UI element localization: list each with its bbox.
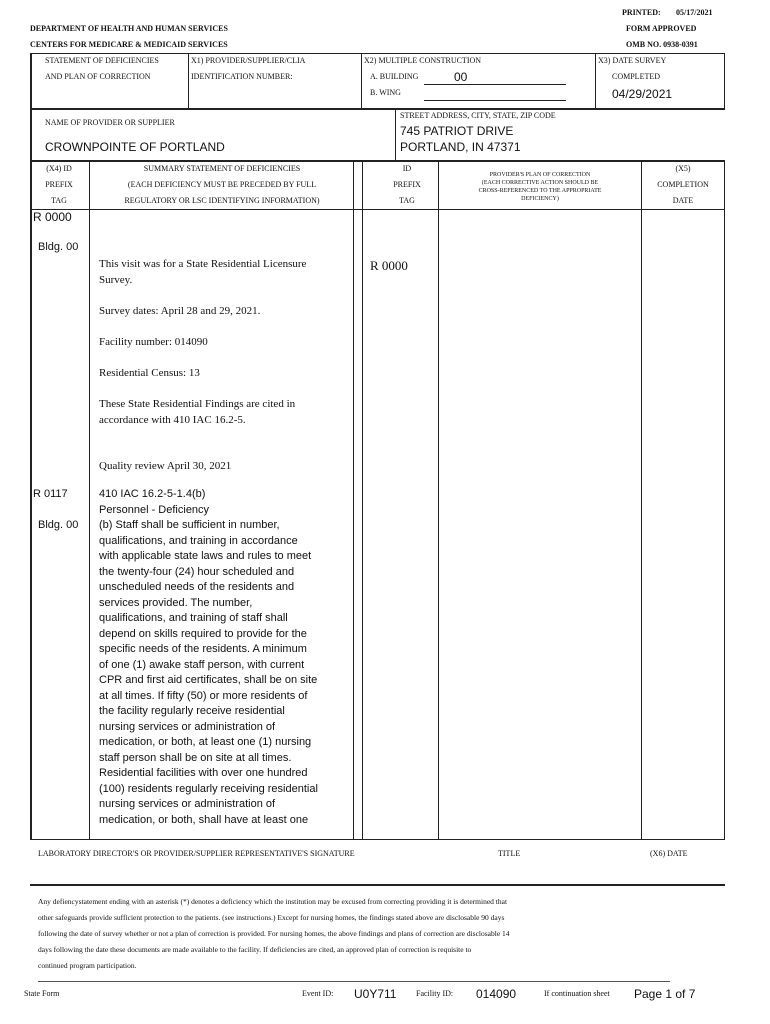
wing-label: B. WING [370,88,401,97]
x1-label-2: IDENTIFICATION NUMBER: [191,72,293,81]
statement-label-2: AND PLAN OF CORRECTION [45,72,151,81]
x1-label-1: X1) PROVIDER/SUPPLIER/CLIA [191,56,306,65]
poc-header-1: PROVIDER'S PLAN OF CORRECTION [489,172,591,178]
id-header-1: ID [402,164,412,173]
continuation-label: If continuation sheet [544,989,610,998]
poc-header-4: DEFICIENCY) [521,196,559,202]
facility-number: Facility number: 014090 [99,336,208,348]
page-number: Page 1 of 7 [634,987,696,1001]
building-tag-1: Bldg. 00 [38,241,79,253]
building-label: A. BUILDING [370,72,419,81]
x4-header-1: (X4) ID [46,164,72,173]
title-label: TITLE [498,849,521,858]
id-header-2: PREFIX [393,180,421,189]
findings-accordance: These State Residential Findings are cited in accordance with 410 IAC 16.2-5. [99,398,296,426]
provider-name: CROWNPOINTE OF PORTLAND [45,140,225,154]
facility-id-label: Facility ID: [416,989,454,998]
building-tag-2: Bldg. 00 [38,519,79,531]
signature-label: LABORATORY DIRECTOR'S OR PROVIDER/SUPPLIER REPRESENTATIVE'S SIGNATURE [38,849,355,858]
summary-header-3: REGULATORY OR LSC IDENTIFYING INFORMATION) [124,196,320,205]
building-value: 00 [454,70,468,84]
x2-label: X2) MULTIPLE CONSTRUCTION [364,56,482,65]
centers-name: CENTERS FOR MEDICARE & MEDICAID SERVICES [30,40,228,49]
printed-date: 05/17/2021 [676,8,713,17]
department-name: DEPARTMENT OF HEALTH AND HUMAN SERVICES [30,24,228,33]
disclaimer: Any defiencystatement ending with an asterisk (*) denotes a deficiency which the institution may be excused from correcting providing it is determined that other safeguards provide sufficient protection to the patients. (see instructions.) Except for nursing homes, the findings stated above are disclosable 90 days following the date of survey whether or not a plan of correction is provided. For nursing homes, the above findings and plans of correction are disclosable 14 days following the date these documents are made available to the facility. If deficiencies are cited, an approved plan of correction is requisite to continued program participation. [38,897,510,970]
id-header-3: TAG [399,196,415,205]
tag-r0000: R 0000 [33,210,72,224]
survey-dates: Survey dates: April 28 and 29, 2021. [99,305,261,317]
address-label: STREET ADDRESS, CITY, STATE, ZIP CODE [400,111,556,120]
event-id-label: Event ID: [302,989,334,998]
printed-label: PRINTED: [622,8,661,17]
omb-number: OMB NO. 0938-0391 [626,40,698,49]
survey-completed-date: 04/29/2021 [612,87,673,101]
x3-label-2: COMPLETED [612,72,660,81]
x5-header-1: (X5) [675,164,691,173]
x5-header-2: COMPLETION [657,180,709,189]
poc-header-2: (EACH CORRECTIVE ACTION SHOULD BE [481,180,599,186]
state-form-label: State Form [24,989,60,998]
right-tag-r0000: R 0000 [370,258,408,273]
facility-id-value: 014090 [476,987,517,1001]
x5-header-3: DATE [672,196,694,205]
poc-header-3: CROSS-REFERENCED TO THE APPROPRIATE [478,188,602,194]
provider-name-label: NAME OF PROVIDER OR SUPPLIER [45,118,175,127]
summary-header-2: (EACH DEFICIENCY MUST BE PRECEDED BY FULL [127,180,317,189]
quality-review: Quality review April 30, 2021 [99,460,232,472]
x6-date-label: (X6) DATE [650,849,688,858]
regulation-text: 410 IAC 16.2-5-1.4(b) Personnel - Deficiency (b) Staff shall be sufficient in number, qualifications, and training in accordance with applicable state laws and rules to meet the twenty-four (24) hour scheduled and unscheduled needs of the residents and services provided. The number, qualifications, and training of staff shall depend on skills required to provide for the specific needs of the residents. A minimum of one (1) awake staff person, with current CPR and first aid certificates, shall be on site at all times. If fifty (50) or more residents of the facility regularly receive residential nursing services or administration of medication, or both, at least one (1) nursing staff person shall be on site at all times. Residential facilities with over one hundred (100) residents regularly receiving residential nursing services or administration of medication, or both, shall have at least one [99,488,318,826]
x3-label-1: X3) DATE SURVEY [598,56,667,65]
form-approved: FORM APPROVED [626,24,697,33]
x4-header-3: TAG [51,196,67,205]
event-id-value: U0Y711 [354,987,397,1001]
statement-label-1: STATEMENT OF DEFICIENCIES [45,56,159,65]
tag-r0117: R 0117 [33,488,68,500]
summary-header-1: SUMMARY STATEMENT OF DEFICIENCIES [143,164,301,173]
address-line-1: 745 PATRIOT DRIVE [400,124,514,138]
x4-header-2: PREFIX [45,180,73,189]
address-line-2: PORTLAND, IN 47371 [400,140,521,154]
residential-census: Residential Census: 13 [99,367,200,379]
finding-paragraph-1: This visit was for a State Residential Licensure Survey. [99,258,307,286]
